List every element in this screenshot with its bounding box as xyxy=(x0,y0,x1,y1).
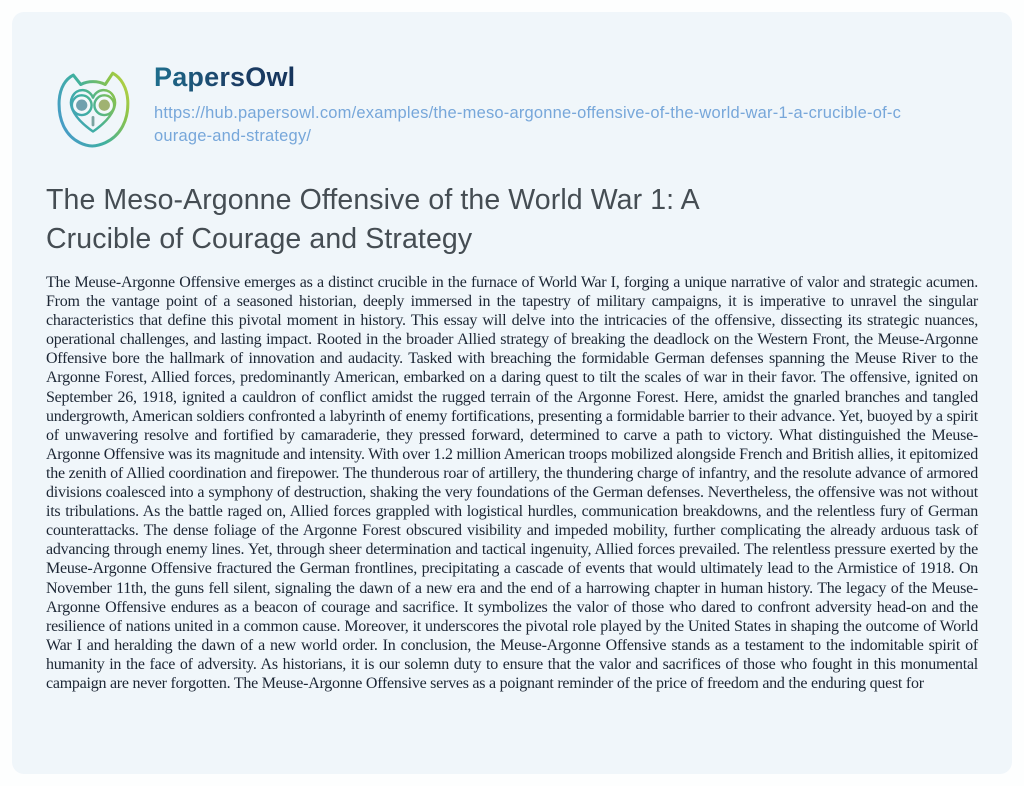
document-page xyxy=(12,12,1012,774)
source-url-link[interactable]: https://hub.papersowl.com/examples/the-meso-argonne-offensive-of-the-world-war-1-a-crucible-of-courage-and-strategy/ xyxy=(154,104,902,145)
header-text xyxy=(154,60,906,148)
document-title: The Meso-Argonne Offensive of the World War 1: A Crucible of Courage and Strategy xyxy=(46,184,699,255)
papersowl-owl-logo-icon xyxy=(46,60,140,156)
brand-name: PapersOwl xyxy=(154,62,296,92)
document-body-text: The Meuse-Argonne Offensive emerges as a distinct crucible in the furnace of World War I, forging a unique narrative of valor and strategic acumen. From the vantage point of a seasoned historian, deeply immersed in the tapestry of military campaigns, it is imperative to unravel the singular characteristics that define this pivotal moment in history. This essay will delve into the intricacies of the offensive, dissecting its strategic nuances, operational challenges, and lasting impact. Rooted in the broader Allied strategy of breaking the deadlock on the Western Front, the Meuse-Argonne Offensive bore the hallmark of innovation and audacity. Tasked with breaching the formidable German defenses spanning the Meuse River to the Argonne Forest, Allied forces, predominantly American, embarked on a daring quest to tilt the scales of war in their favor. The offensive, ignited on September 26, 1918, ignited a cauldron of conflict amidst the rugged terrain of the Argonne Forest. Here, amidst the gnarled branches and tangled undergrowth, American soldiers confronted a labyrinth of enemy fortifications, presenting a formidable barrier to their advance. Yet, buoyed by a spirit of unwavering resolve and fortified by camaraderie, they pressed forward, determined to carve a path to victory. What distinguished the Meuse-Argonne Offensive was its magnitude and intensity. With over 1.2 million American troops mobilized alongside French and British allies, it epitomized the zenith of Allied coordination and firepower. The thunderous roar of artillery, the thundering charge of infantry, and the resolute advance of armored divisions coalesced into a symphony of destruction, shaking the very foundations of the German defenses. Nevertheless, the offensive was not without its tribulations. As the battle raged on, Allied forces grappled with logistical hurdles, communication breakdowns, and the relentless fury of German counterattacks. The dense foliage of the Argonne Forest obscured visibility and impeded mobility, further complicating the already arduous task of advancing through enemy lines. Yet, through sheer determination and tactical ingenuity, Allied forces prevailed. The relentless pressure exerted by the Meuse-Argonne Offensive fractured the German frontlines, precipitating a cascade of events that would ultimately lead to the Armistice of 1918. On November 11th, the guns fell silent, signaling the dawn of a new era and the end of a harrowing chapter in human history. The legacy of the Meuse-Argonne Offensive endures as a beacon of courage and sacrifice. It symbolizes the valor of those who dared to confront adversity head-on and the resilience of nations united in a common cause. Moreover, it underscores the pivotal role played by the United States in shaping the outcome of World War I and heralding the dawn of a new world order. In conclusion, the Meuse-Argonne Offensive stands as a testament to the indomitable spirit of humanity in the face of adversity. As historians, it is our solemn duty to ensure that the valor and sacrifices of those who fought in this monumental campaign are never forgotten. The Meuse-Argonne Offensive serves as a poignant reminder of the price of freedom and the enduring quest for xyxy=(46,274,979,692)
header xyxy=(46,60,978,156)
